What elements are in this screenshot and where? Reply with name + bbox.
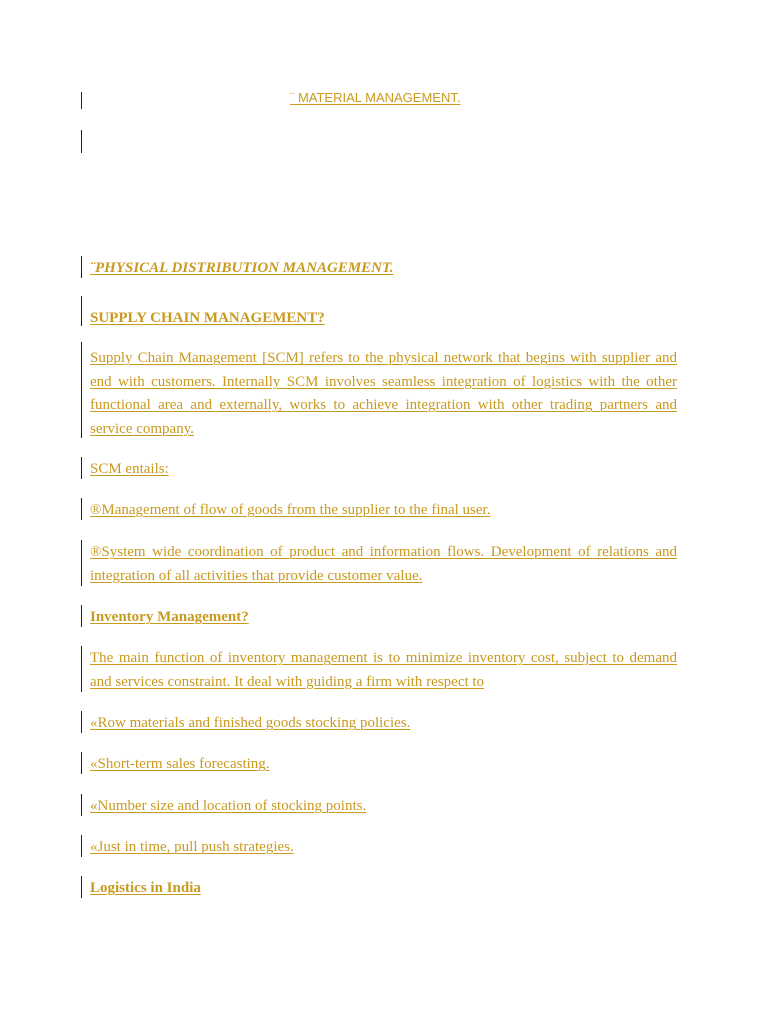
scm-point-coordination: ®System wide coordination of product and information flows. Development of relations and integration of all activities that provide customer value. <box>90 544 677 584</box>
change-bar <box>81 835 82 857</box>
change-bar <box>81 130 82 153</box>
change-bar <box>81 711 82 733</box>
heading-supply-chain: SUPPLY CHAIN MANAGEMENT? <box>90 310 325 326</box>
change-bar <box>81 342 82 438</box>
change-bar <box>81 457 82 479</box>
change-bar <box>81 605 82 627</box>
change-bar <box>81 296 82 326</box>
document-title: ¨ MATERIAL MANAGEMENT. <box>290 90 461 105</box>
heading-inventory-management: Inventory Management? <box>90 609 249 625</box>
inventory-definition-paragraph: The main function of inventory management is to minimize inventory cost, subject to demand and services constraint. It deal with guiding a firm with respect to <box>90 650 677 690</box>
inventory-point-stocking-policies: «Row materials and finished goods stocking policies. <box>90 715 411 731</box>
change-bar <box>81 92 82 109</box>
heading-logistics-india: Logistics in India <box>90 880 201 896</box>
change-bar <box>81 794 82 816</box>
change-bar <box>81 540 82 586</box>
scm-entails-label: SCM entails: <box>90 461 169 477</box>
inventory-point-sales-forecasting: «Short-term sales forecasting. <box>90 756 270 772</box>
scm-point-flow-of-goods: ®Management of flow of goods from the supplier to the final user. <box>90 502 491 518</box>
change-bar <box>81 256 82 278</box>
scm-definition-paragraph: Supply Chain Management [SCM] refers to the physical network that begins with supplier and end with customers. Internally SCM involves seamless integration of logistics with the other functional area and externally, works to achieve integration with other trading partners and service company. <box>90 350 677 437</box>
heading-physical-distribution: ¨PHYSICAL DISTRIBUTION MANAGEMENT. <box>90 260 394 276</box>
change-bar <box>81 498 82 520</box>
change-bar <box>81 876 82 898</box>
change-bar <box>81 752 82 774</box>
inventory-point-just-in-time: «Just in time, pull push strategies. <box>90 839 294 855</box>
change-bar <box>81 646 82 692</box>
inventory-point-stocking-points: «Number size and location of stocking points. <box>90 798 367 814</box>
